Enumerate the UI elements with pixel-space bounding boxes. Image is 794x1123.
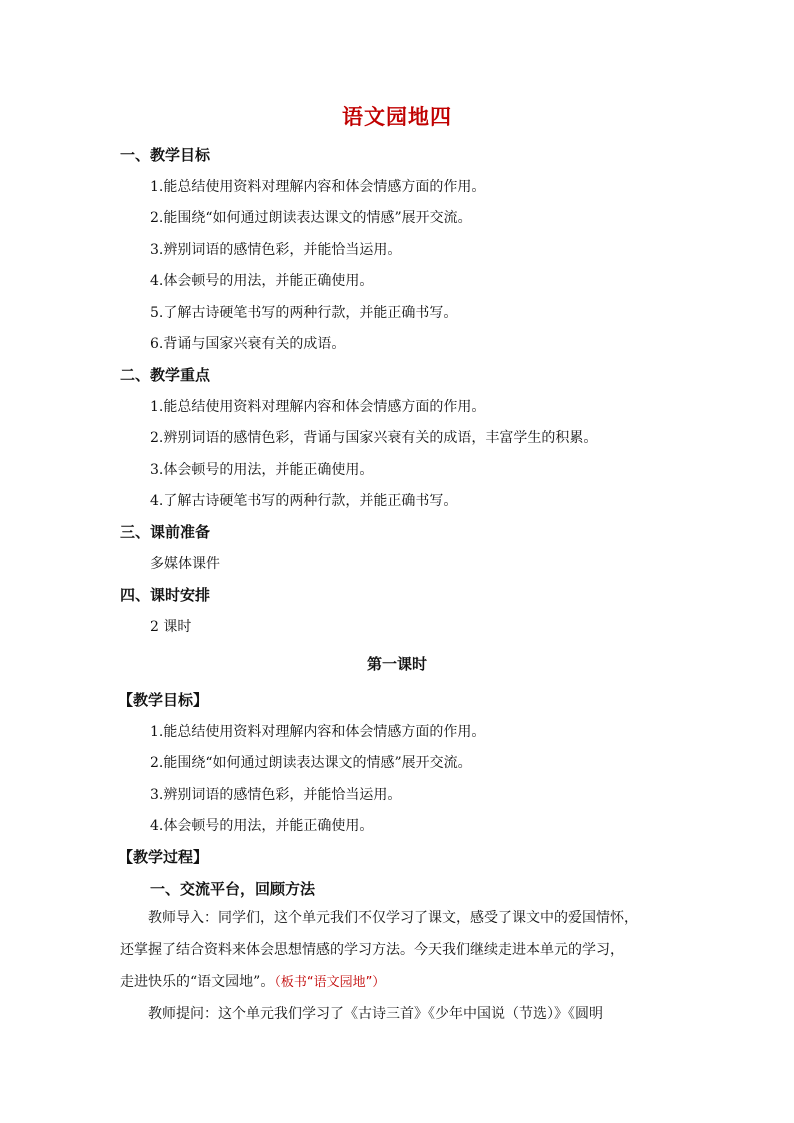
focus-item: 2.辨别词语的感情色彩，背诵与国家兴衰有关的成语，丰富学生的积累。: [150, 430, 598, 446]
page-title: 语文园地四: [342, 104, 452, 129]
prep-item: 多媒体课件: [150, 556, 220, 572]
intro-line: 教师导入：同学们，这个单元我们不仅学习了课文，感受了课文中的爱国情怀，: [148, 910, 638, 926]
intro-line: [120, 966, 680, 998]
section-heading-goals: 一、教学目标: [120, 146, 211, 164]
lesson-process-heading: 【教学过程】: [118, 848, 209, 866]
focus-item: 4.了解古诗硬笔书写的两种行款，并能正确书写。: [150, 493, 458, 509]
goal-item: 1.能总结使用资料对理解内容和体会情感方面的作用。: [150, 179, 486, 195]
goal-item: 4.体会顿号的用法，并能正确使用。: [150, 273, 374, 289]
lesson-goal-item: 4.体会顿号的用法，并能正确使用。: [150, 818, 374, 834]
schedule-item: 2 课时: [150, 619, 192, 635]
section-heading-prep: 三、课前准备: [120, 523, 211, 541]
lesson-goal-item: 2.能围绕“如何通过朗读表达课文的情感”展开交流。: [150, 755, 472, 771]
lesson-goal-item: 1.能总结使用资料对理解内容和体会情感方面的作用。: [150, 724, 486, 740]
section-heading-focus: 二、教学重点: [120, 366, 211, 384]
intro-line: 还掌握了结合资料来体会思想情感的学习方法。今天我们继续走进本单元的学习，: [120, 942, 624, 958]
intro-paragraph: [120, 902, 680, 1030]
intro-line-text: 走进快乐的“语文园地”。: [120, 974, 275, 990]
section-heading-schedule: 四、课时安排: [120, 586, 211, 604]
lesson-goals-heading: 【教学目标】: [118, 691, 209, 709]
board-note: （板书“语文园地”）: [274, 975, 386, 990]
goal-item: 5.了解古诗硬笔书写的两种行款，并能正确书写。: [150, 305, 458, 321]
lesson-title: 第一课时: [366, 655, 427, 673]
lesson-goal-item: 3.辨别词语的感情色彩，并能恰当运用。: [150, 787, 402, 803]
question-line: 教师提问：这个单元我们学习了《古诗三首》《少年中国说（节选）》《圆明: [148, 1006, 603, 1022]
goal-item: 3.辨别词语的感情色彩，并能恰当运用。: [150, 242, 402, 258]
focus-item: 3.体会顿号的用法，并能正确使用。: [150, 462, 374, 478]
goal-item: 2.能围绕“如何通过朗读表达课文的情感”展开交流。: [150, 210, 472, 226]
step1-heading: 一、交流平台，回顾方法: [150, 880, 316, 898]
goal-item: 6.背诵与国家兴衰有关的成语。: [150, 336, 346, 352]
focus-item: 1.能总结使用资料对理解内容和体会情感方面的作用。: [150, 399, 486, 415]
